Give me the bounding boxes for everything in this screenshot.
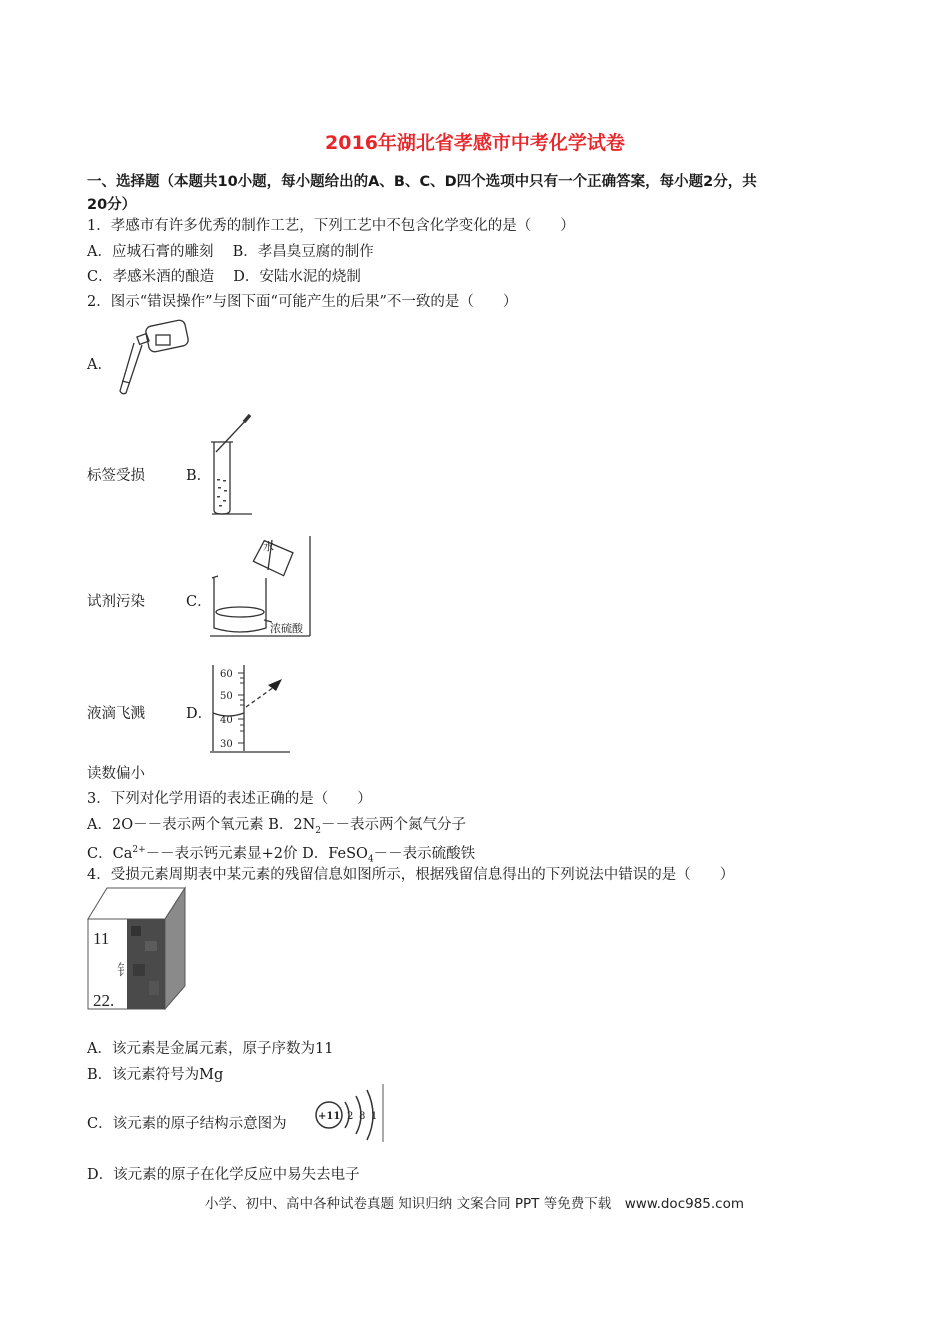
scale-30: 30 (220, 739, 233, 750)
atomic-number: 11 (93, 929, 110, 948)
question-4-option-d: D．该元素的原子在化学反应中易失去电子 (87, 1167, 360, 1183)
partial-atomic-mass: 22. (93, 991, 115, 1010)
atom-structure-diagram (313, 1084, 385, 1142)
pouring-liquid-figure (112, 315, 192, 397)
question-2-option-a-label: A． (87, 357, 112, 373)
dilution-acid-figure (210, 536, 315, 638)
document-title: 2016年湖北省孝感市中考化学试卷 (325, 132, 625, 154)
shell-2-electrons: 8 (359, 1111, 366, 1122)
graduated-cylinder-figure (210, 663, 292, 755)
question-4-option-c: C．该元素的原子结构示意图为 (87, 1116, 287, 1132)
shell-3-electrons: 1 (371, 1111, 378, 1122)
acid-label: 浓硫酸 (270, 622, 303, 635)
nucleus-charge: +11 (318, 1111, 341, 1122)
scale-40: 40 (220, 715, 233, 726)
question-3-options-ab: A．2O－－表示两个氧元素 B．$2N_2--$表示两个氮气分子 (87, 817, 467, 836)
formula-feso4: FeSO (328, 845, 368, 862)
formula-ca2plus: Ca (112, 845, 133, 862)
question-4-option-b: B．该元素符号为Mg (87, 1067, 224, 1083)
question-3-options-cd: C．$Ca^{2+}--$表示钙元素显+2价 D．FeSO$_4$－－表示硫酸铁 (87, 845, 476, 865)
question-2-stem: 2．图示“错误操作”与图下面“可能产生的后果”不一致的是（ ） (87, 294, 518, 310)
question-2-option-d-consequence: 读数偏小 (87, 766, 145, 782)
section-heading: 一、选择题（本题共10小题，每小题给出的A、B、C、D四个选项中只有一个正确答案，每小题2分，共 (87, 174, 757, 190)
damaged-element-card-figure (87, 886, 187, 1010)
question-4-option-a: A．该元素是金属元素，原子序数为11 (87, 1041, 334, 1057)
scale-60: 60 (220, 669, 233, 680)
question-2-option-c-label: C． (186, 594, 212, 610)
page-footer: 小学、初中、高中各种试卷真题 知识归纳 文案合同 PPT 等免费下载 www.doc985.com (205, 1196, 745, 1212)
section-heading-cont: 20分） (87, 197, 137, 213)
question-1-options-ab: A．应城石膏的雕刻 B．孝昌臭豆腐的制作 (87, 244, 374, 260)
question-2-option-b-consequence: 试剂污染 (87, 594, 145, 610)
dropper-test-tube-figure (208, 412, 258, 516)
question-2-option-a-consequence: 标签受损 (87, 468, 145, 484)
scale-50: 50 (220, 691, 233, 702)
water-label: 水 (263, 540, 274, 553)
question-1-options-cd: C．孝感米酒的酿造 D．安陆水泥的烧制 (87, 269, 361, 285)
question-3-stem: 3．下列对化学用语的表述正确的是（ ） (87, 791, 372, 807)
partial-element-name: 钅 (117, 961, 133, 979)
shell-1-electrons: 2 (347, 1111, 354, 1122)
question-4-stem: 4．受损元素周期表中某元素的残留信息如图所示，根据残留信息得出的下列说法中错误的是（ ） (87, 867, 735, 883)
formula-2n2: 2N (293, 817, 316, 833)
question-2-option-b-label: B． (186, 468, 212, 484)
question-1-stem: 1．孝感市有许多优秀的制作工艺，下列工艺中不包含化学变化的是（ ） (87, 218, 575, 234)
question-2-option-c-consequence: 液滴飞溅 (87, 706, 145, 722)
question-2-option-d-label: D． (186, 706, 213, 722)
formula-2o: 2O (111, 817, 134, 833)
